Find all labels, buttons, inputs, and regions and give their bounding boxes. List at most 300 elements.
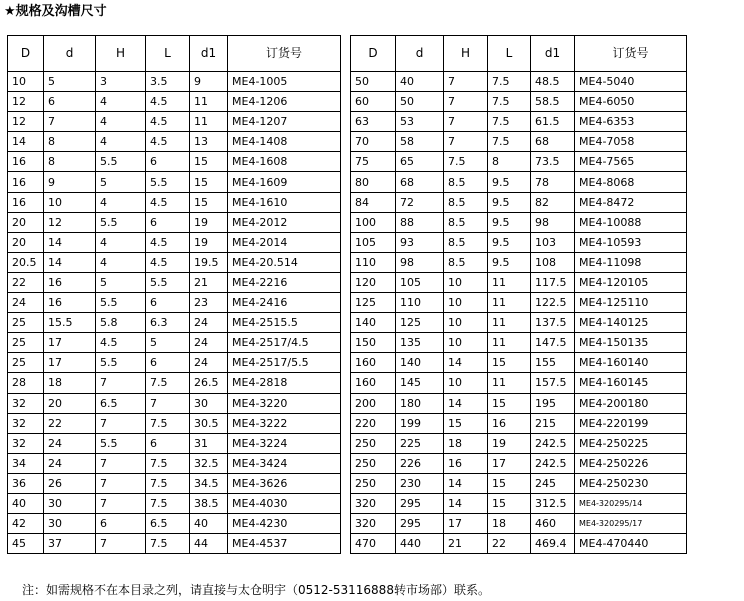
table-cell: ME4-2818 [228, 373, 341, 393]
table-cell: 8.5 [444, 172, 488, 192]
table-cell: 15 [190, 192, 228, 212]
table-cell: 470 [351, 534, 396, 554]
table-row [351, 172, 687, 192]
table-row [8, 192, 341, 212]
table-row [8, 514, 341, 534]
table-cell: 9.5 [488, 232, 531, 252]
table-cell: 63 [351, 112, 396, 132]
table-cell: 32 [8, 413, 44, 433]
table-cell: 8 [44, 152, 96, 172]
table-cell: 61.5 [531, 112, 575, 132]
table-cell: 7.5 [488, 92, 531, 112]
table-cell: 30 [44, 493, 96, 513]
table-cell: 7 [96, 493, 146, 513]
table-cell: 32.5 [190, 453, 228, 473]
table-cell: ME4-5040 [575, 72, 687, 92]
table-row [351, 232, 687, 252]
table-cell: 24 [44, 433, 96, 453]
table-cell: 11 [190, 92, 228, 112]
table-cell: ME4-160140 [575, 353, 687, 373]
table-cell: 68 [531, 132, 575, 152]
table-row [351, 493, 687, 513]
table-cell: 11 [488, 272, 531, 292]
table-cell: 11 [488, 373, 531, 393]
table-cell: ME4-7565 [575, 152, 687, 172]
table-cell: ME4-200180 [575, 393, 687, 413]
table-cell: 4 [96, 192, 146, 212]
table-row [8, 132, 341, 152]
table-cell: 7.5 [146, 453, 190, 473]
table-cell: 245 [531, 473, 575, 493]
table-cell: 17 [444, 514, 488, 534]
spec-table-right [350, 35, 687, 554]
table-cell: ME4-250225 [575, 433, 687, 453]
table-cell: 7.5 [488, 72, 531, 92]
table-cell: ME4-6353 [575, 112, 687, 132]
table-cell: ME4-7058 [575, 132, 687, 152]
table-cell: 4.5 [146, 232, 190, 252]
table-cell: 13 [190, 132, 228, 152]
table-cell: ME4-8472 [575, 192, 687, 212]
table-cell: 8 [488, 152, 531, 172]
table-cell: 5.5 [96, 433, 146, 453]
table-row [351, 313, 687, 333]
table-cell: 28 [8, 373, 44, 393]
table-cell: 24 [190, 313, 228, 333]
table-cell: 14 [444, 473, 488, 493]
table-cell: 250 [351, 433, 396, 453]
table-cell: 7.5 [146, 373, 190, 393]
table-cell: 15.5 [44, 313, 96, 333]
table-cell: 9.5 [488, 252, 531, 272]
table-cell: 103 [531, 232, 575, 252]
table-row [8, 493, 341, 513]
table-cell: 45 [8, 534, 44, 554]
table-cell: 20.5 [8, 252, 44, 272]
table-cell: 3 [96, 72, 146, 92]
table-cell: ME4-4030 [228, 493, 341, 513]
table-cell: 19 [488, 433, 531, 453]
table-cell: 3.5 [146, 72, 190, 92]
table-row [8, 433, 341, 453]
table-header-row [8, 36, 341, 72]
table-row [8, 393, 341, 413]
table-cell: 18 [488, 514, 531, 534]
table-cell: ME4-6050 [575, 92, 687, 112]
table-cell: 34 [8, 453, 44, 473]
table-cell: 4 [96, 112, 146, 132]
table-cell: 5.5 [96, 152, 146, 172]
table-cell: 14 [8, 132, 44, 152]
table-cell: 58.5 [531, 92, 575, 112]
table-cell: 160 [351, 373, 396, 393]
table-cell: 4.5 [146, 252, 190, 272]
table-row [351, 333, 687, 353]
table-cell: 4.5 [146, 192, 190, 212]
table-cell: 9.5 [488, 192, 531, 212]
table-cell: 120 [351, 272, 396, 292]
table-cell: ME4-320295/14 [575, 493, 687, 513]
table-row [8, 313, 341, 333]
table-cell: 14 [444, 393, 488, 413]
table-row [8, 293, 341, 313]
table-cell: ME4-470440 [575, 534, 687, 554]
table-cell: 22 [44, 413, 96, 433]
table-cell: 31 [190, 433, 228, 453]
table-cell: ME4-4230 [228, 514, 341, 534]
table-cell: 100 [351, 212, 396, 232]
table-cell: 4.5 [146, 92, 190, 112]
table-row [351, 112, 687, 132]
table-cell: 6 [96, 514, 146, 534]
table-cell: 88 [396, 212, 444, 232]
table-cell: 22 [8, 272, 44, 292]
table-cell: 80 [351, 172, 396, 192]
table-cell: 105 [351, 232, 396, 252]
table-row [351, 353, 687, 373]
table-cell: 5 [96, 272, 146, 292]
table-cell: 7.5 [146, 473, 190, 493]
table-cell: ME4-2216 [228, 272, 341, 292]
table-cell: ME4-120105 [575, 272, 687, 292]
table-cell: 42 [8, 514, 44, 534]
table-cell: 157.5 [531, 373, 575, 393]
table-cell: 226 [396, 453, 444, 473]
table-cell: 17 [44, 333, 96, 353]
table-cell: 242.5 [531, 433, 575, 453]
table-cell: 117.5 [531, 272, 575, 292]
table-cell: 7 [96, 413, 146, 433]
table-cell: 50 [396, 92, 444, 112]
table-cell: 26.5 [190, 373, 228, 393]
column-header: d [396, 36, 444, 72]
table-cell: 7 [146, 393, 190, 413]
table-cell: ME4-10088 [575, 212, 687, 232]
table-cell: 18 [44, 373, 96, 393]
table-cell: 65 [396, 152, 444, 172]
column-header: H [444, 36, 488, 72]
table-cell: 20 [8, 232, 44, 252]
table-cell: 140 [396, 353, 444, 373]
table-cell: 11 [190, 112, 228, 132]
table-cell: 440 [396, 534, 444, 554]
table-row [8, 373, 341, 393]
contact-note: 注：如需规格不在本目录之列，请直接与太仓明宇（0512-53116888转市场部）联系。 [22, 583, 490, 597]
table-cell: ME4-1408 [228, 132, 341, 152]
table-cell: 25 [8, 333, 44, 353]
table-cell: 320 [351, 493, 396, 513]
table-cell: 9 [44, 172, 96, 192]
table-cell: 10 [444, 272, 488, 292]
table-cell: ME4-1206 [228, 92, 341, 112]
table-cell: ME4-2012 [228, 212, 341, 232]
table-cell: 93 [396, 232, 444, 252]
table-cell: 6 [44, 92, 96, 112]
table-cell: 50 [351, 72, 396, 92]
table-cell: ME4-2517/5.5 [228, 353, 341, 373]
table-cell: 10 [444, 293, 488, 313]
table-cell: 72 [396, 192, 444, 212]
table-cell: 320 [351, 514, 396, 534]
table-cell: 4 [96, 232, 146, 252]
table-cell: ME4-125110 [575, 293, 687, 313]
table-cell: 14 [444, 353, 488, 373]
table-cell: 16 [44, 293, 96, 313]
table-cell: ME4-20.514 [228, 252, 341, 272]
table-cell: ME4-140125 [575, 313, 687, 333]
table-cell: 12 [8, 112, 44, 132]
table-cell: 16 [8, 192, 44, 212]
table-cell: ME4-250230 [575, 473, 687, 493]
table-cell: 7 [444, 92, 488, 112]
table-cell: 469.4 [531, 534, 575, 554]
table-cell: 5.5 [146, 272, 190, 292]
table-cell: 125 [396, 313, 444, 333]
table-cell: 68 [396, 172, 444, 192]
table-cell: 250 [351, 473, 396, 493]
table-row [351, 212, 687, 232]
table-row [8, 353, 341, 373]
table-cell: 7.5 [444, 152, 488, 172]
table-row [351, 152, 687, 172]
table-cell: 9.5 [488, 172, 531, 192]
table-cell: 73.5 [531, 152, 575, 172]
table-row [351, 433, 687, 453]
table-cell: 242.5 [531, 453, 575, 473]
table-cell: 10 [8, 72, 44, 92]
table-cell: 14 [44, 252, 96, 272]
table-cell: ME4-3222 [228, 413, 341, 433]
table-row [8, 473, 341, 493]
table-cell: ME4-2014 [228, 232, 341, 252]
column-header: 订货号 [228, 36, 341, 72]
table-cell: 6 [146, 293, 190, 313]
table-cell: 19 [190, 232, 228, 252]
table-cell: 5.5 [96, 353, 146, 373]
spec-table-left [7, 35, 341, 554]
table-cell: 110 [351, 252, 396, 272]
table-cell: ME4-1609 [228, 172, 341, 192]
table-cell: 7 [96, 373, 146, 393]
table-cell: ME4-2416 [228, 293, 341, 313]
table-cell: 16 [8, 172, 44, 192]
table-cell: 25 [8, 353, 44, 373]
table-cell: 4 [96, 252, 146, 272]
table-cell: 7 [444, 112, 488, 132]
table-cell: 10 [44, 192, 96, 212]
table-cell: 4.5 [146, 132, 190, 152]
column-header: d1 [531, 36, 575, 72]
table-cell: 32 [8, 433, 44, 453]
table-cell: 4.5 [96, 333, 146, 353]
table-cell: ME4-3424 [228, 453, 341, 473]
table-cell: 22 [488, 534, 531, 554]
table-cell: 225 [396, 433, 444, 453]
table-row [8, 92, 341, 112]
table-row [8, 72, 341, 92]
table-cell: 250 [351, 453, 396, 473]
table-cell: 11 [488, 333, 531, 353]
table-row [8, 534, 341, 554]
table-cell: 6.3 [146, 313, 190, 333]
section-title: ★规格及沟槽尺寸 [4, 4, 107, 19]
table-cell: 14 [44, 232, 96, 252]
table-cell: ME4-2517/4.5 [228, 333, 341, 353]
table-cell: 7 [44, 112, 96, 132]
column-header: D [351, 36, 396, 72]
table-cell: 30 [44, 514, 96, 534]
table-row [351, 252, 687, 272]
table-cell: 147.5 [531, 333, 575, 353]
table-cell: ME4-150135 [575, 333, 687, 353]
table-cell: 40 [190, 514, 228, 534]
table-cell: 5 [44, 72, 96, 92]
table-cell: 12 [8, 92, 44, 112]
table-cell: 6 [146, 152, 190, 172]
table-cell: 5.8 [96, 313, 146, 333]
table-cell: 15 [444, 413, 488, 433]
table-cell: 23 [190, 293, 228, 313]
table-cell: 24 [190, 333, 228, 353]
table-cell: ME4-11098 [575, 252, 687, 272]
table-row [8, 112, 341, 132]
table-cell: ME4-10593 [575, 232, 687, 252]
table-cell: 48.5 [531, 72, 575, 92]
table-cell: 4 [96, 92, 146, 112]
table-cell: 24 [44, 453, 96, 473]
table-cell: ME4-4537 [228, 534, 341, 554]
table-cell: 220 [351, 413, 396, 433]
table-cell: 26 [44, 473, 96, 493]
table-cell: 10 [444, 333, 488, 353]
table-cell: 15 [190, 172, 228, 192]
table-cell: 30 [190, 393, 228, 413]
table-cell: 7.5 [488, 132, 531, 152]
table-row [351, 293, 687, 313]
table-cell: 110 [396, 293, 444, 313]
column-header: 订货号 [575, 36, 687, 72]
table-cell: ME4-1608 [228, 152, 341, 172]
table-cell: 8.5 [444, 212, 488, 232]
table-cell: ME4-1005 [228, 72, 341, 92]
table-cell: 37 [44, 534, 96, 554]
table-cell: 8 [44, 132, 96, 152]
table-row [351, 473, 687, 493]
table-cell: 4 [96, 132, 146, 152]
table-row [351, 453, 687, 473]
table-cell: 7 [444, 132, 488, 152]
column-header: L [488, 36, 531, 72]
table-cell: 7 [96, 473, 146, 493]
table-cell: 7.5 [488, 112, 531, 132]
table-cell: 135 [396, 333, 444, 353]
table-cell: 15 [190, 152, 228, 172]
table-cell: 8.5 [444, 252, 488, 272]
table-cell: 105 [396, 272, 444, 292]
table-cell: 16 [444, 453, 488, 473]
table-cell: 6.5 [146, 514, 190, 534]
table-cell: ME4-160145 [575, 373, 687, 393]
table-cell: ME4-3220 [228, 393, 341, 413]
table-cell: 230 [396, 473, 444, 493]
table-cell: 5 [146, 333, 190, 353]
table-cell: 295 [396, 514, 444, 534]
table-cell: 70 [351, 132, 396, 152]
table-cell: 150 [351, 333, 396, 353]
table-cell: ME4-1207 [228, 112, 341, 132]
table-cell: 84 [351, 192, 396, 212]
table-row [351, 72, 687, 92]
table-header-row [351, 36, 687, 72]
table-cell: 36 [8, 473, 44, 493]
table-row [8, 272, 341, 292]
table-cell: 24 [8, 293, 44, 313]
table-cell: ME4-220199 [575, 413, 687, 433]
table-cell: 9 [190, 72, 228, 92]
table-cell: 122.5 [531, 293, 575, 313]
table-cell: 125 [351, 293, 396, 313]
table-cell: 10 [444, 373, 488, 393]
table-cell: 5.5 [96, 293, 146, 313]
table-cell: 6.5 [96, 393, 146, 413]
table-row [8, 212, 341, 232]
table-cell: 53 [396, 112, 444, 132]
table-cell: 38.5 [190, 493, 228, 513]
table-cell: 9.5 [488, 212, 531, 232]
table-cell: 17 [44, 353, 96, 373]
table-cell: ME4-3224 [228, 433, 341, 453]
table-cell: 44 [190, 534, 228, 554]
table-cell: 16 [488, 413, 531, 433]
table-row [8, 453, 341, 473]
table-row [351, 92, 687, 112]
table-cell: 24 [190, 353, 228, 373]
table-cell: 20 [44, 393, 96, 413]
table-cell: 160 [351, 353, 396, 373]
table-row [351, 413, 687, 433]
table-cell: 12 [44, 212, 96, 232]
table-cell: 32 [8, 393, 44, 413]
table-cell: 16 [8, 152, 44, 172]
table-cell: 312.5 [531, 493, 575, 513]
table-row [351, 192, 687, 212]
table-cell: 137.5 [531, 313, 575, 333]
table-cell: 78 [531, 172, 575, 192]
table-cell: 20 [8, 212, 44, 232]
table-cell: 15 [488, 393, 531, 413]
table-row [351, 393, 687, 413]
table-row [8, 152, 341, 172]
table-cell: 25 [8, 313, 44, 333]
table-cell: 21 [190, 272, 228, 292]
table-cell: ME4-2515.5 [228, 313, 341, 333]
table-cell: 7 [96, 453, 146, 473]
table-cell: 7.5 [146, 534, 190, 554]
column-header: D [8, 36, 44, 72]
table-cell: 6 [146, 353, 190, 373]
table-cell: 145 [396, 373, 444, 393]
table-cell: 14 [444, 493, 488, 513]
table-row [8, 232, 341, 252]
table-cell: 19.5 [190, 252, 228, 272]
table-cell: 5 [96, 172, 146, 192]
column-header: d1 [190, 36, 228, 72]
table-cell: 18 [444, 433, 488, 453]
table-cell: 140 [351, 313, 396, 333]
table-cell: 34.5 [190, 473, 228, 493]
table-cell: 4.5 [146, 112, 190, 132]
table-row [351, 534, 687, 554]
